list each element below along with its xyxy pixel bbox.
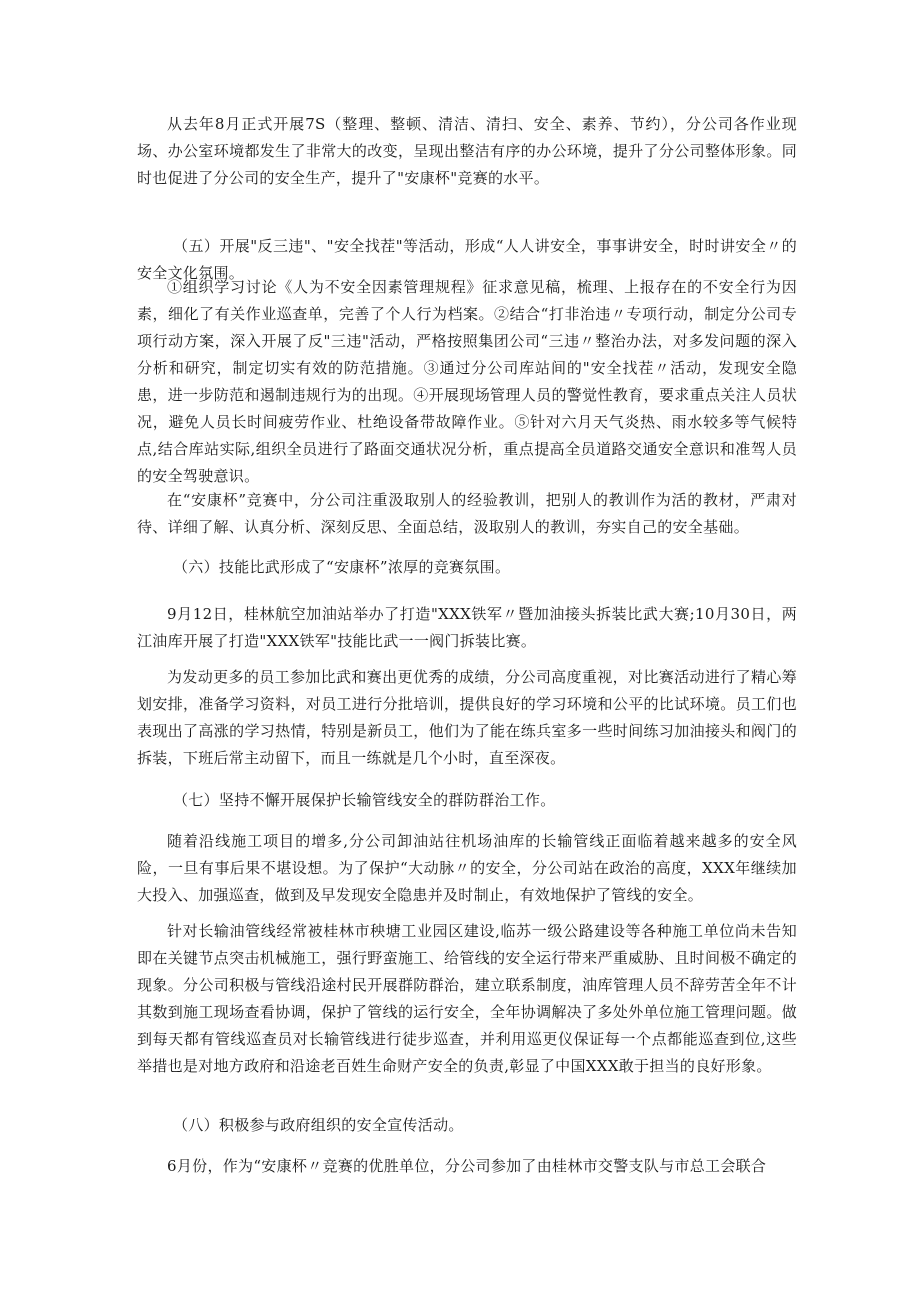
paragraph-training: 为发动更多的员工参加比武和赛出更优秀的成绩，分公司高度重视，对比赛活动进行了精心筹划安排，准备学习资料，对员工进行分批培训，提供良好的学习环境和公平的比试环境。员工们也表现出了高涨的学习热情，特别是新员工，他们为了能在练兵室多一些时间练习加油接头和阀门的拆装，下班后常主动留下，而且一练就是几个小时，直至深夜。 xyxy=(137,668,797,767)
paragraph-competitions: 9月12日，桂林航空加油站举办了打造"XXX铁军〃暨加油接头拆装比武大赛;10月30日，两江油库开展了打造"XXX铁军"技能比武一一阀门拆装比赛。 xyxy=(137,605,797,650)
section-heading-7: （七）坚持不懈开展保护长输管线安全的群防群治工作。 xyxy=(173,791,556,809)
section-heading-8: （八）积极参与政府组织的安全宣传活动。 xyxy=(173,1116,464,1134)
paragraph-june: 6月份，作为“安康杯〃竞赛的优胜单位，分公司参加了由桂林市交警支队与市总工会联合 xyxy=(167,1157,767,1175)
paragraph-pipeline-risk: 随着沿线施工项目的增多,分公司卸油站往机场油库的长输管线正面临着越来越多的安全风险，一旦有事后果不堪设想。为了保护“大动脉〃的安全，分公司站在政治的高度，XXX年继续加大投入、加强巡查，做到及早发现安全隐患并及时制止，有效地保护了管线的安全。 xyxy=(137,832,797,904)
paragraph-pipeline-protection: 针对长输油管线经常被桂林市秧塘工业园区建设,临苏一级公路建设等各种施工单位尚未告知即在关键节点突击机械施工，强行野蛮施工、给管线的安全运行带来严重威胁、且时间极不确定的现象。分公司积极与管线沿途村民开展群防群治，建立联系制度，油库管理人员不辞劳苦全年不计其数到施工现场查看协调，保护了管线的运行安全，全年协调解决了多处外单位施工管理问题。做到每天都有管线巡查员对长输管线进行徒步巡查，并利用巡更仪保证每一个点都能巡查到位,这些举措也是对地方政府和沿途老百姓生命财产安全的负责,彰显了中国XXX敢于担当的良好形象。 xyxy=(137,922,797,1075)
paragraph-7s: 从去年8月正式开展7S（整理、整顿、清洁、清扫、安全、素养、节约），分公司各作业现场、办公室环境都发生了非常大的改变，呈现出整洁有序的办公环境，提升了分公司整体形象。同时也促进了分公司的安全生产，提升了"安康杯"竞赛的水平。 xyxy=(137,115,797,187)
section-heading-5: （五）开展"反三违"、"安全找茬"等活动，形成“人人讲安全，事事讲安全，时时讲安全〃的安全文化氛围。 xyxy=(137,237,797,282)
paragraph-lessons: 在“安康杯”竞赛中，分公司注重汲取别人的经验教训，把别人的教训作为活的教材，严肃对待、详细了解、认真分析、深刻反思、全面总结，汲取别人的教训，夯实自己的安全基础。 xyxy=(137,491,797,536)
paragraph-measures: ①组织学习讨论《人为不安全因素管理规程》征求意见稿，梳理、上报存在的不安全行为因素，细化了有关作业巡查单，完善了个人行为档案。②结合“打非治违〃专项行动，制定分公司专项行动方案，深入开展了反"三违"活动，严格按照集团公司“三违〃整治办法，对多发问题的深入分析和研究，制定切实有效的防范措施。③通过分公司库站间的"安全找茬〃活动，发现安全隐患，进一步防范和遏制违规行为的出现。④开展现场管理人员的警觉性教育，要求重点关注人员状况，避免人员长时间疲劳作业、杜绝设备带故障作业。⑤针对六月天气炎热、雨水较多等气候特点,结合库站实际,组织全员进行了路面交通状况分析，重点提高全员道路交通安全意识和准驾人员的安全驾驶意识。 xyxy=(137,278,797,485)
section-heading-6: （六）技能比武形成了“安康杯”浓厚的竞赛氛围。 xyxy=(173,558,511,576)
